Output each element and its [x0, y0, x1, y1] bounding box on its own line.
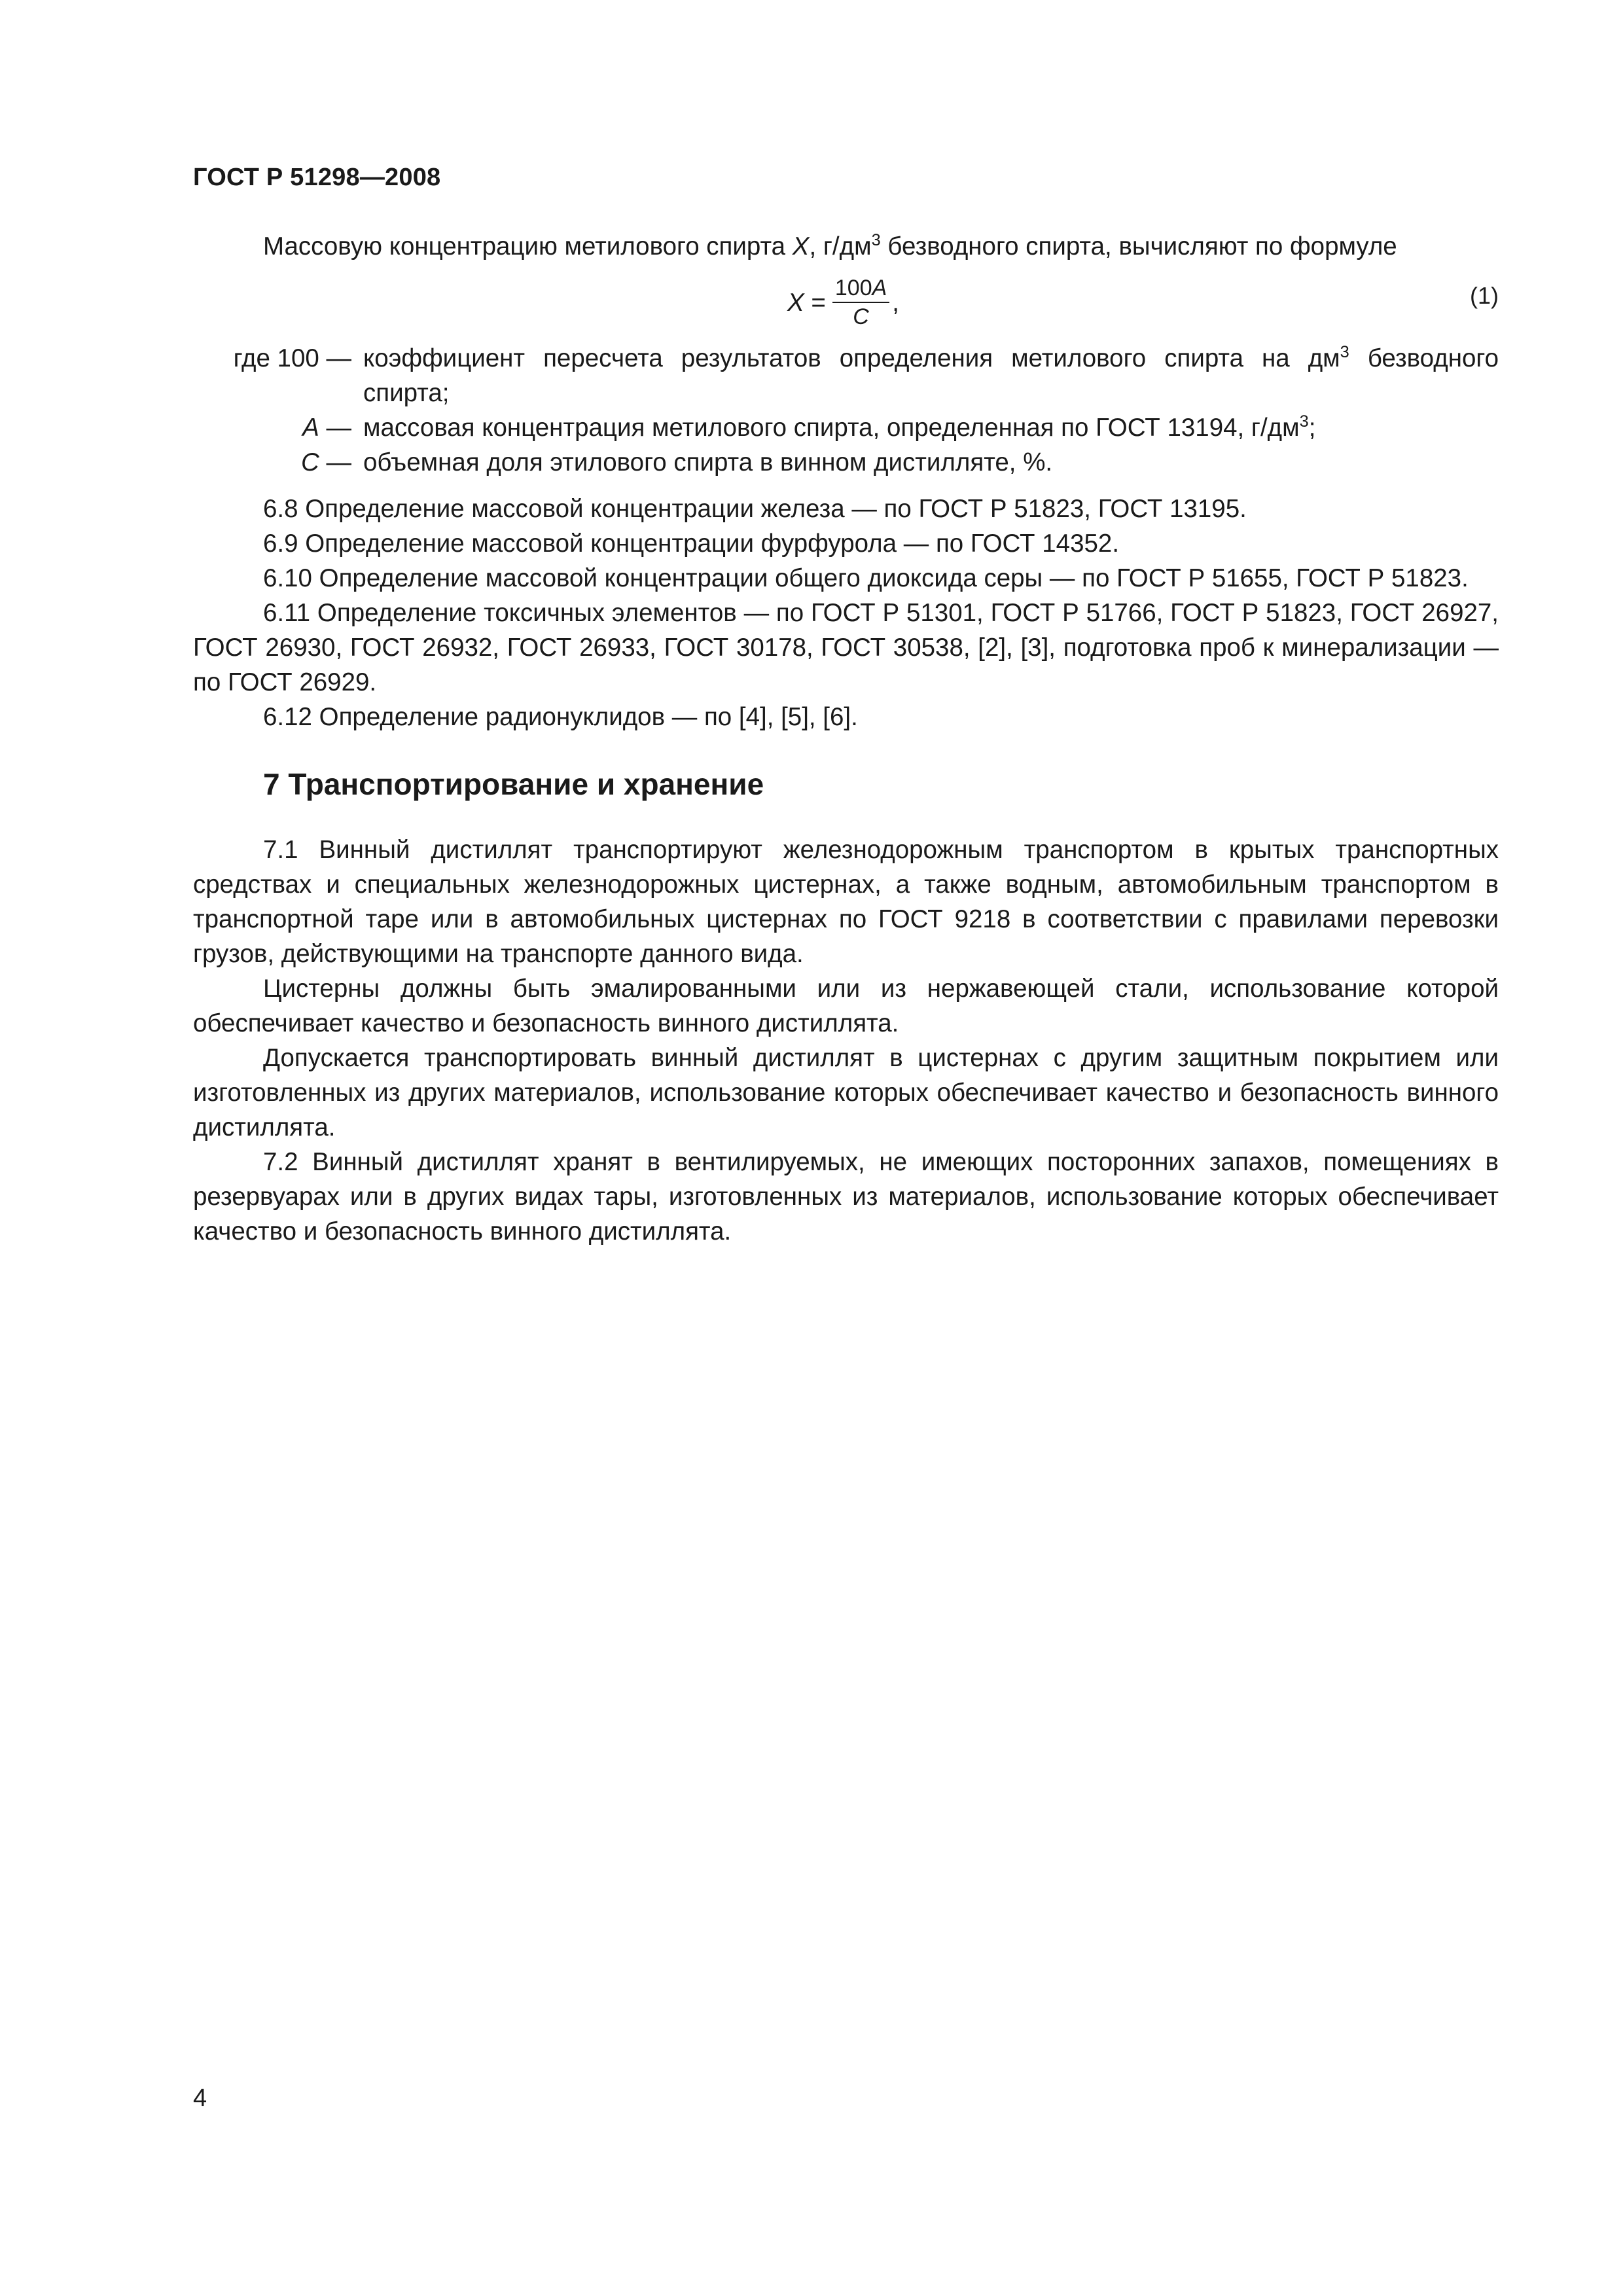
clause-6-9: 6.9 Определение массовой концентрации фурфурола — по ГОСТ 14352.: [263, 529, 1120, 558]
legend-term: [193, 341, 363, 410]
document-body: [193, 229, 1499, 1249]
formula-legend: [193, 341, 1499, 480]
clause-6-10: 6.10 Определение массовой концентрации общего диоксида серы — по ГОСТ Р 51655, ГОСТ Р 51823.: [263, 564, 1469, 592]
formula-number: (1): [1470, 282, 1499, 309]
legend-desc-text: коэффициент пересчета результатов определения метилового спирта на дм: [363, 344, 1340, 372]
intro-variable: X: [792, 232, 810, 260]
formula-intro: [193, 229, 1499, 264]
page-number: 4: [193, 2085, 207, 2112]
legend-term-variable: A: [302, 414, 319, 442]
legend-desc-end: безводного спирта;: [363, 344, 1499, 407]
document-header: ГОСТ Р 51298—2008: [193, 164, 441, 191]
intro-unit: , г/дм: [809, 232, 872, 260]
intro-text-start: Массовую концентрацию метилового спирта: [263, 232, 793, 260]
formula-lhs-variable: X: [787, 288, 804, 317]
formula-numerator-digits: 100: [834, 276, 872, 300]
legend-dash: —: [319, 448, 351, 476]
legend-dash: —: [319, 414, 351, 442]
section-7-title: 7 Транспортирование и хранение: [263, 767, 764, 801]
intro-text-end: безводного спирта, вычисляют по формуле: [880, 232, 1397, 260]
formula-equals: =: [804, 288, 826, 317]
legend-term-text: где 100: [233, 344, 319, 372]
legend-row-a: [193, 410, 1499, 445]
legend-desc-text: объемная доля этилового спирта в винном дистилляте, %.: [363, 448, 1053, 476]
formula-denominator: [850, 303, 872, 331]
legend-description: [363, 341, 1499, 410]
legend-term: [193, 445, 363, 480]
legend-desc-end: ;: [1308, 414, 1316, 442]
paragraph-permitted-tanks: Допускается транспортировать винный дистиллят в цистернах с другим защитным покрытием или изготовленных из других материалов, использование которых обеспечивает качество и безопасность винного дистиллята.: [193, 1044, 1499, 1141]
legend-desc-exponent: 3: [1299, 412, 1309, 431]
legend-description: [363, 410, 1499, 445]
legend-desc-exponent: 3: [1340, 343, 1349, 362]
intro-unit-exponent: 3: [871, 231, 881, 250]
legend-desc-text: массовая концентрация метилового спирта, определенная по ГОСТ 13194, г/дм: [363, 414, 1300, 442]
formula-comma: ,: [892, 288, 899, 317]
legend-row-c: [193, 445, 1499, 480]
formula-denominator-variable: C: [853, 304, 869, 329]
legend-dash: —: [319, 344, 351, 372]
formula-1: [193, 264, 1499, 341]
paragraph-tanks: Цистерны должны быть эмалированными или из нержавеющей стали, использование которой обеспечивает качество и безопасность винного дистиллята.: [193, 975, 1499, 1037]
clause-7-1: 7.1 Винный дистиллят транспортируют железнодорожным транспортом в крытых транспортных средствах и специальных железнодорожных цистернах, а также водным, автомобильным транспортом в транспортной таре или в автомобильных цистернах по ГОСТ 9218 в соответствии с правилами перевозки грузов, действующими на транспорте данного вида.: [193, 836, 1499, 968]
formula-numerator-variable: A: [872, 276, 887, 300]
formula-fraction: [832, 274, 889, 331]
legend-term: [193, 410, 363, 445]
spacer: [193, 480, 1499, 492]
formula-lhs: [787, 285, 826, 320]
clause-6-11: 6.11 Определение токсичных элементов — по ГОСТ Р 51301, ГОСТ Р 51766, ГОСТ Р 51823, ГОСТ 26927, ГОСТ 26930, ГОСТ 26932, ГОСТ 26933, ГОСТ 30178, ГОСТ 30538, [2], [3], подготовка проб к минерализации — по ГОСТ 26929.: [193, 599, 1499, 696]
clause-7-2: 7.2 Винный дистиллят хранят в вентилируемых, не имеющих посторонних запахов, помещениях в резервуарах или в других видах тары, изготовленных из материалов, использование которых обеспечивает качество и безопасность винного дистиллята.: [193, 1148, 1499, 1246]
formula-numerator: [832, 274, 889, 303]
formula-expression: [787, 264, 899, 341]
clause-6-8: 6.8 Определение массовой концентрации железа — по ГОСТ Р 51823, ГОСТ 13195.: [263, 495, 1247, 523]
legend-description: [363, 445, 1499, 480]
legend-term-variable: C: [300, 448, 319, 476]
legend-row-100: [193, 341, 1499, 410]
clause-6-12: 6.12 Определение радионуклидов — по [4], [5], [6].: [263, 703, 858, 731]
